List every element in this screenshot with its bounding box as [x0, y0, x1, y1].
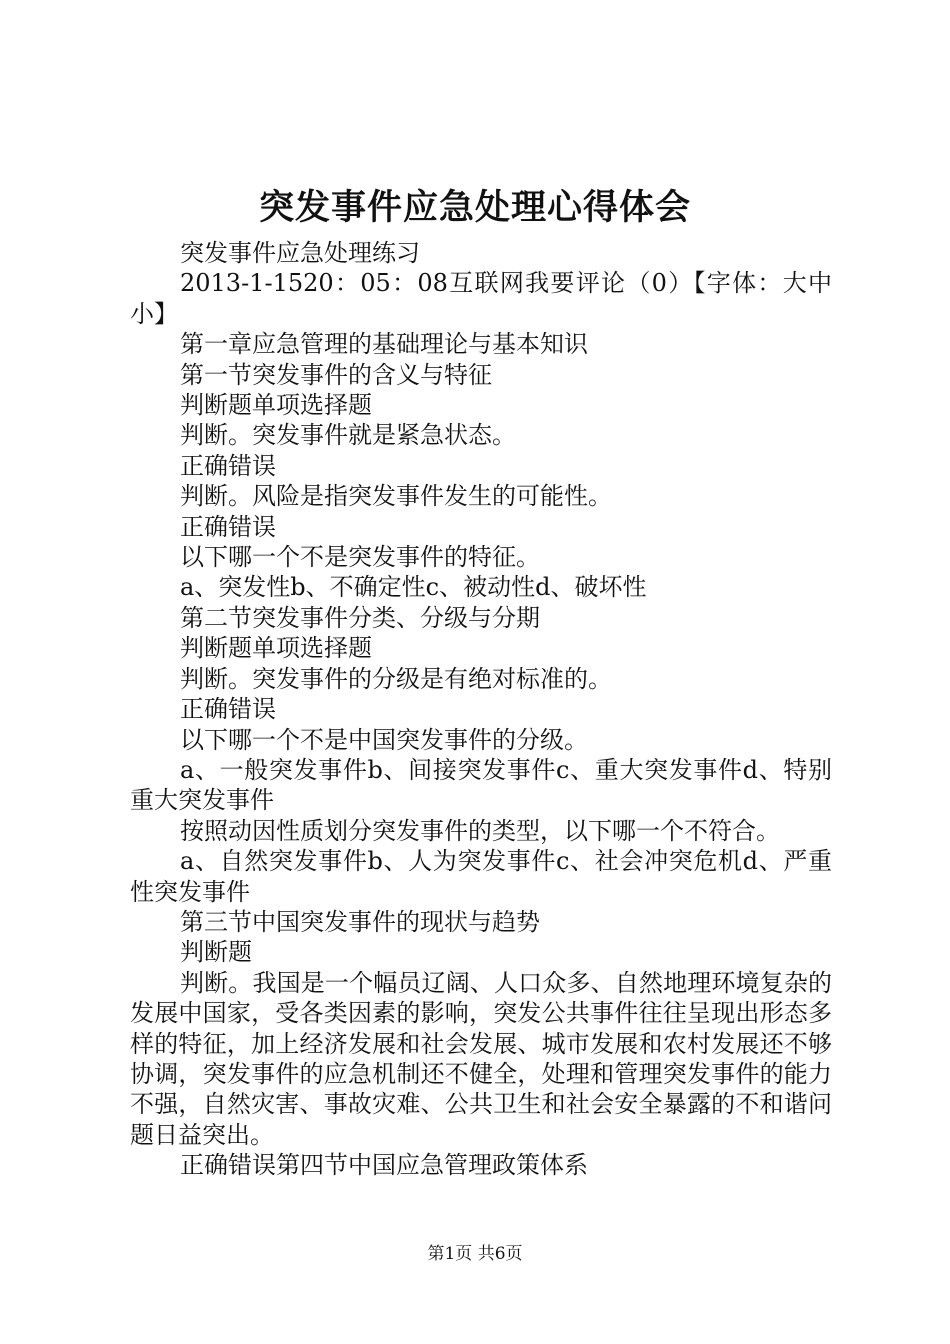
document-body	[130, 238, 832, 1181]
paragraph: 判断。突发事件的分级是有绝对标准的。	[180, 664, 612, 693]
paragraph: 正确错误	[180, 512, 276, 541]
paragraph: 第一章应急管理的基础理论与基本知识	[180, 330, 588, 359]
paragraph: 判断。风险是指突发事件发生的可能性。	[180, 482, 612, 511]
paragraph: 判断题单项选择题	[180, 391, 372, 420]
paragraph: 2013-1-1520：05：08互联网我要评论（0）【字体：大中小】	[130, 269, 832, 328]
paragraph: 以下哪一个不是突发事件的特征。	[180, 543, 540, 572]
paragraph: a、突发性b、不确定性c、被动性d、破坏性	[180, 573, 647, 602]
paragraph: a、一般突发事件b、间接突发事件c、重大突发事件d、特别重大突发事件	[130, 755, 832, 815]
paragraph: a、自然突发事件b、人为突发事件c、社会冲突危机d、严重性突发事件	[130, 847, 832, 906]
paragraph: 正确错误第四节中国应急管理政策体系	[180, 1151, 588, 1180]
paragraph: 第二节突发事件分类、分级与分期	[180, 603, 540, 632]
paragraph: 判断题	[180, 938, 252, 967]
paragraph: 判断。突发事件就是紧急状态。	[180, 421, 516, 450]
paragraph: 判断题单项选择题	[180, 634, 372, 663]
paragraph: 第三节中国突发事件的现状与趋势	[180, 907, 540, 936]
document-title: 突发事件应急处理心得体会	[258, 187, 691, 228]
paragraph: 正确错误	[180, 695, 276, 724]
paragraph: 判断。我国是一个幅员辽阔、人口众多、自然地理环境复杂的发展中国家，受各类因素的影响，突发公共事件往往呈现出形态多样的特征，加上经济发展和社会发展、城市发展和农村发展还不够协调，突发事件的应急机制还不健全，处理和管理突发事件的能力不强，自然灾害、事故灾难、公共卫生和社会安全暴露的不和谐问题日益突出。	[130, 968, 832, 1149]
paragraph: 以下哪一个不是中国突发事件的分级。	[180, 725, 588, 754]
paragraph: 按照动因性质划分突发事件的类型，以下哪一个不符合。	[180, 816, 780, 845]
paragraph: 正确错误	[180, 451, 276, 480]
paragraph: 突发事件应急处理练习	[180, 239, 420, 267]
page-footer: 第1页 共6页	[427, 1244, 523, 1264]
paragraph: 第一节突发事件的含义与特征	[180, 360, 492, 389]
